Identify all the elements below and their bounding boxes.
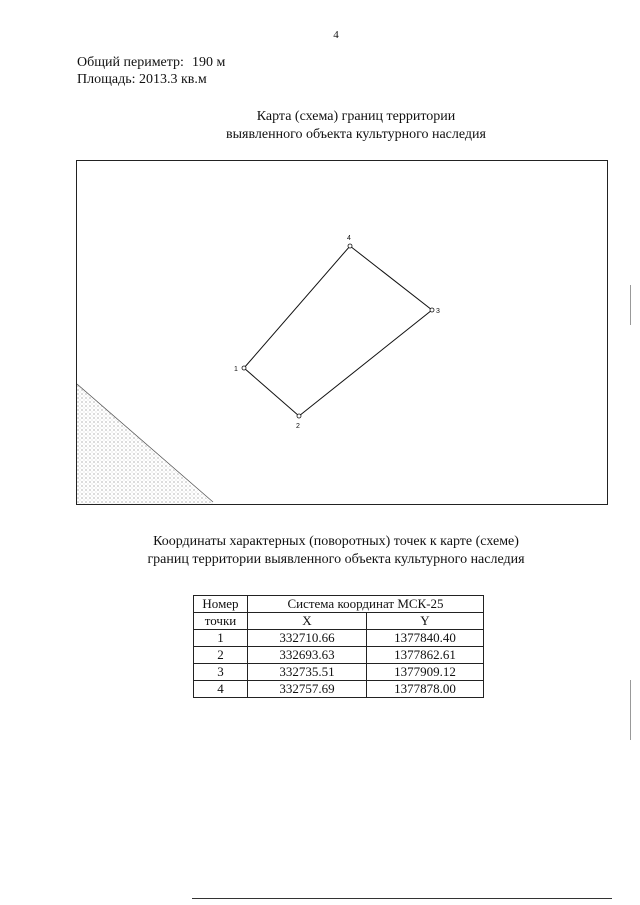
table-row — [194, 630, 484, 647]
boundary-map-svg — [77, 161, 607, 504]
scan-edge-mark — [630, 680, 631, 740]
summary-block — [77, 54, 225, 88]
x-cell: 332693.63 — [248, 647, 367, 664]
map-title-line1: Карта (схема) границ территории — [256, 109, 456, 124]
header-point-number-1: Номер — [194, 596, 248, 613]
area-line: Площадь: 2013.3 кв.м — [77, 72, 207, 87]
header-point-number-2: точки — [194, 613, 248, 630]
perimeter-value: 190 м — [191, 55, 226, 70]
coordinates-title-line2: границ территории выявленного объекта культурного наследия — [147, 552, 525, 567]
coordinates-table — [193, 595, 484, 698]
table-row — [194, 647, 484, 664]
header-y: Y — [367, 613, 484, 630]
boundary-point-1 — [242, 366, 246, 370]
boundary-polygon — [244, 246, 432, 416]
table-header-row — [194, 613, 484, 630]
table-header-row — [194, 596, 484, 613]
point-number-cell: 3 — [194, 664, 248, 681]
x-cell: 332710.66 — [248, 630, 367, 647]
point-label-3: 3 — [436, 308, 440, 315]
point-number-cell: 4 — [194, 681, 248, 698]
y-cell: 1377840.40 — [367, 630, 484, 647]
page-number: 4 — [333, 29, 339, 41]
perimeter-label: Общий периметр: — [77, 55, 184, 70]
point-number-cell: 2 — [194, 647, 248, 664]
map-title-line2: выявленного объекта культурного наследия — [226, 127, 486, 142]
header-coordinate-system: Система координат МСК-25 — [248, 596, 484, 613]
point-label-4: 4 — [347, 235, 351, 242]
scan-edge-mark — [630, 285, 631, 325]
boundary-map — [76, 160, 608, 505]
y-cell: 1377909.12 — [367, 664, 484, 681]
header-x: X — [248, 613, 367, 630]
boundary-point-4 — [348, 244, 352, 248]
x-cell: 332735.51 — [248, 664, 367, 681]
perimeter-line — [77, 54, 225, 71]
point-label-1: 1 — [234, 366, 238, 373]
y-cell: 1377878.00 — [367, 681, 484, 698]
boundary-point-3 — [430, 308, 434, 312]
boundary-point-2 — [297, 414, 301, 418]
coordinates-title — [0, 533, 640, 569]
y-cell: 1377862.61 — [367, 647, 484, 664]
point-label-2: 2 — [296, 423, 300, 430]
bottom-rule — [192, 898, 612, 899]
coordinates-title-line1: Координаты характерных (поворотных) точек к карте (схеме) — [153, 534, 519, 549]
map-title — [0, 108, 640, 144]
x-cell: 332757.69 — [248, 681, 367, 698]
table-row — [194, 664, 484, 681]
point-number-cell: 1 — [194, 630, 248, 647]
table-row — [194, 681, 484, 698]
